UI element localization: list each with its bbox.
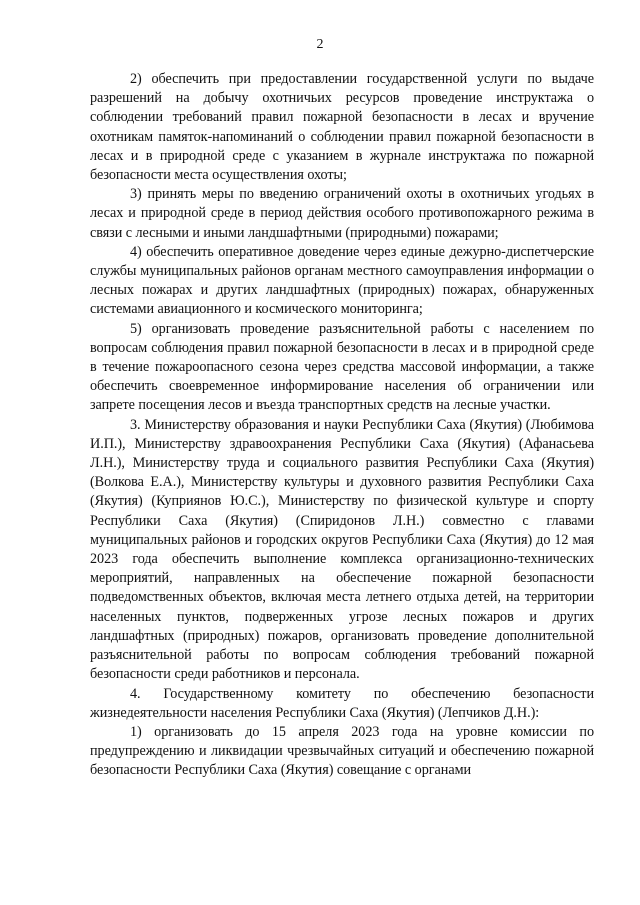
document-body: [90, 70, 594, 781]
paragraph-item-3-hunting-restrictions: 3) принять меры по введению ограничений охоты в охотничьих угодьях в лесах и природной среде в период действия особого противопожарного режима в связи с лесными и иными ландшафтными (природными) пожарами;: [90, 186, 594, 241]
paragraph-item-5-public-outreach: 5) организовать проведение разъяснительной работы с населением по вопросам соблюдения правил пожарной безопасности в лесах и в природной среде в течение пожароопасного сезона через средства массовой информации, а также обеспечить своевременное информирование населения об ограничении или запрете посещения лесов и въезда транспортных средств на лесные участки.: [90, 320, 594, 414]
page-number: 2: [316, 37, 324, 52]
paragraph-item-2-hunting-permits: 2) обеспечить при предоставлении государственной услуги по выдаче разрешений на добычу охотничьих ресурсов проведение инструктажа о соблюдении требований правил пожарной безопасности в лесах и вручение охотникам памяток-напоминаний о соблюдении правил пожарной безопасности в лесах и в природной среде с указанием в журнале инструктажа по пожарной безопасности места осуществления охоты;: [90, 71, 594, 184]
paragraph-section-3-ministries: 3. Министерству образования и науки Республики Саха (Якутия) (Любимова И.П.), Министерству здравоохранения Республики Саха (Якутия) (Афанасьева Л.Н.), Министерству труда и социального развития Республики Саха (Якутия) (Волкова Е.А.), Министерству культуры и духовного развития Республики Саха (Якутия) (Куприянов Ю.С.), Министерству по физической культуре и спорту Республики Саха (Якутия) (Спиридонов Л.Н.) совместно с главами муниципальных районов и городских округов Республики Саха (Якутия) до 12 мая 2023 года обеспечить выполнение комплекса организационно-технических мероприятий, направленных на обеспечение пожарной безопасности подведомственных объектов, включая места летнего отдыха детей, на территории населенных пунктов, подверженных угрозе лесных пожаров и других ландшафтных (природных) пожаров, организовать проведение дополнительной разъяснительной работы по вопросам соблюдения требований пожарной безопасности среди работников и персонала.: [90, 416, 594, 683]
paragraph-item-4-dispatch-services: 4) обеспечить оперативное доведение через единые дежурно-диспетчерские службы муниципальных районов органам местного самоуправления информации о лесных пожарах и других ландшафтных (природных) пожарах, обнаруженных системами авиационного и космического мониторинга;: [90, 243, 594, 318]
paragraph-section-4-item-1: 1) организовать до 15 апреля 2023 года на уровне комиссии по предупреждению и ликвидации чрезвычайных ситуаций и обеспечению пожарной безопасности Республики Саха (Якутия) совещание с органами: [90, 723, 594, 779]
paragraph-section-4-state-committee: 4. Государственному комитету по обеспечению безопасности жизнедеятельности населения Республики Саха (Якутия) (Лепчиков Д.Н.):: [90, 685, 594, 721]
